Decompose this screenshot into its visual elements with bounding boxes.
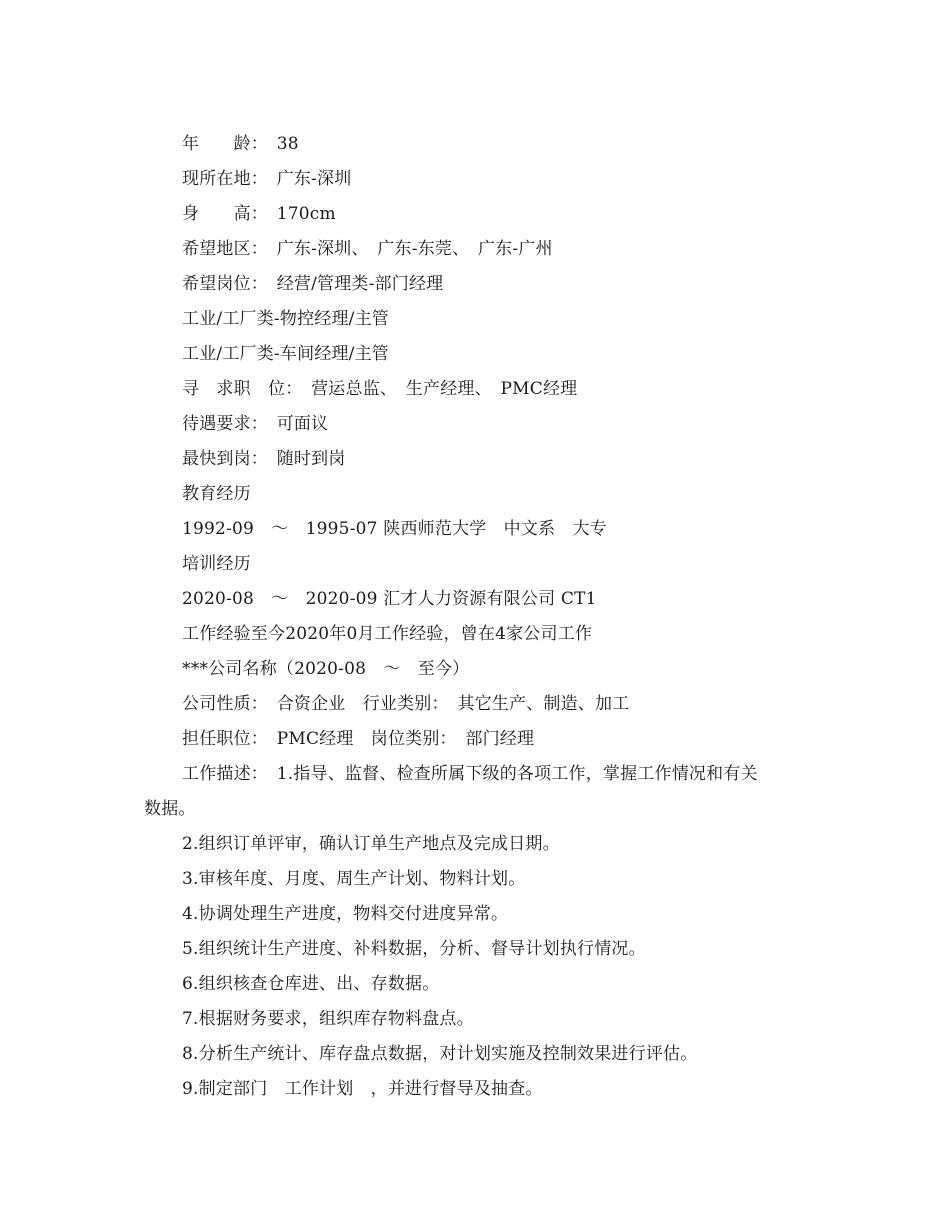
duty-item-3: 3.审核年度、月度、周生产计划、物料计划。: [182, 869, 526, 889]
duty-item-8: 8.分析生产统计、库存盘点数据，对计划实施及控制效果进行评估。: [182, 1044, 698, 1064]
salary-line: 待遇要求： 可面议: [182, 414, 329, 434]
duty-item-2: 2.组织订单评审，确认订单生产地点及完成日期。: [182, 834, 560, 854]
training-entry: 2020-08 ～ 2020-09 汇才人力资源有限公司 CT1: [182, 589, 597, 609]
duty-item-6: 6.组织核查仓库进、出、存数据。: [182, 974, 440, 994]
job-title-line: 担任职位： PMC经理 岗位类别： 部门经理: [182, 729, 535, 749]
duty-item-5: 5.组织统计生产进度、补料数据，分析、督导计划执行情况。: [182, 939, 646, 959]
desired-position-line: 希望岗位： 经营/管理类-部门经理: [182, 274, 444, 294]
duty-item-7: 7.根据财务要求，组织库存物料盘点。: [182, 1009, 474, 1029]
duty-item-9: 9.制定部门 工作计划 ，并进行督导及抽查。: [182, 1079, 543, 1099]
education-heading: 教育经历: [182, 484, 251, 504]
job-seeking-line: 寻 求职 位： 营运总监、 生产经理、 PMC经理: [182, 379, 578, 399]
training-heading: 培训经历: [182, 554, 251, 574]
availability-line: 最快到岗： 随时到岗: [182, 449, 346, 469]
job-description-continuation: 数据。: [144, 799, 196, 819]
education-entry: 1992-09 ～ 1995-07 陕西师范大学 中文系 大专: [182, 519, 607, 539]
height-line: 身 高： 170cm: [182, 204, 336, 224]
duty-item-4: 4.协调处理生产进度，物料交付进度异常。: [182, 904, 509, 924]
work-experience-summary: 工作经验至今2020年0月工作经验，曾在4家公司工作: [182, 624, 593, 644]
company-name-line: ***公司名称（2020-08 ～ 至今）: [182, 659, 470, 679]
age-line: 年 龄： 38: [182, 134, 299, 154]
desired-region-line: 希望地区： 广东-深圳、 广东-东莞、 广东-广州: [182, 239, 553, 259]
current-location-line: 现所在地： 广东-深圳: [182, 169, 352, 189]
desired-position-line-3: 工业/工厂类-车间经理/主管: [182, 344, 389, 364]
job-description-line: 工作描述： 1.指导、监督、检查所属下级的各项工作，掌握工作情况和有关: [182, 764, 758, 784]
desired-position-line-2: 工业/工厂类-物控经理/主管: [182, 309, 389, 329]
company-nature-line: 公司性质： 合资企业 行业类别： 其它生产、制造、加工: [182, 694, 630, 714]
